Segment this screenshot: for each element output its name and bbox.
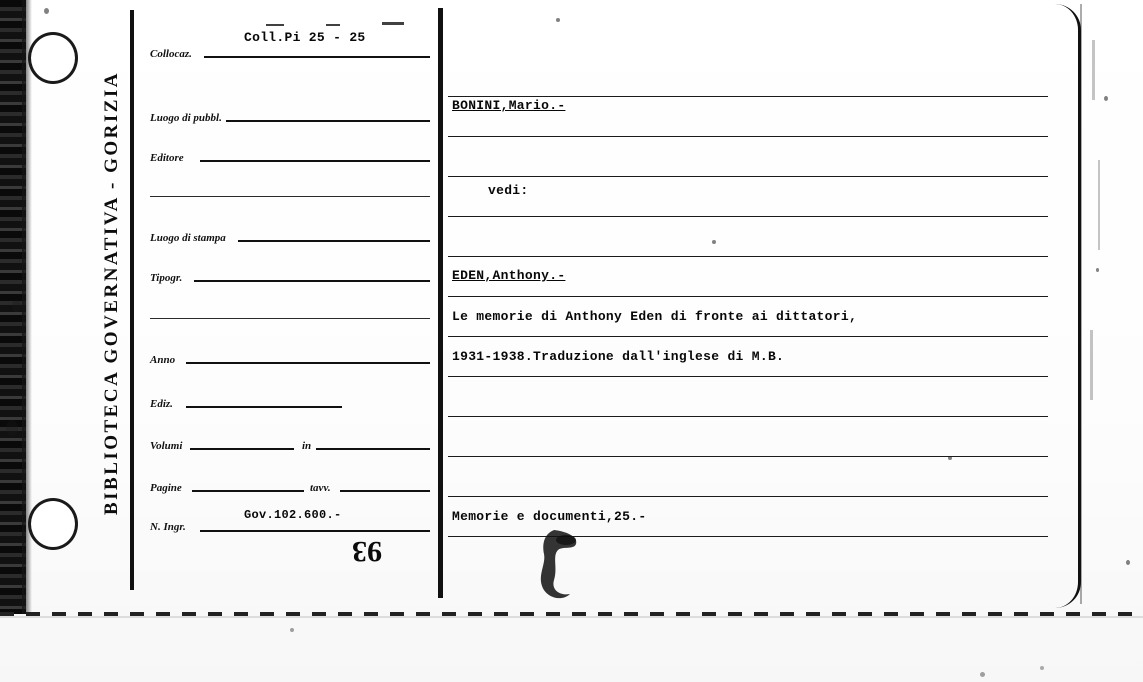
field-label-ediz: Ediz. bbox=[150, 398, 173, 410]
edge-mark bbox=[1098, 160, 1100, 250]
entry-title-line-1: Le memorie di Anthony Eden di fronte ai dittatori, bbox=[452, 309, 858, 324]
entry-rule-4 bbox=[448, 216, 1048, 217]
noise-speck bbox=[12, 300, 21, 312]
field-rule-luogo-stampa bbox=[238, 240, 430, 242]
noise-speck bbox=[1040, 666, 1044, 670]
entry-rule-2 bbox=[448, 136, 1048, 137]
entry-rule-9 bbox=[448, 416, 1048, 417]
field-rule-luogo-pubbl bbox=[226, 120, 430, 122]
fold-shadow bbox=[0, 616, 1143, 618]
value-collocaz: Coll.Pi 25 - 25 bbox=[244, 30, 366, 45]
field-label-tipogr: Tipogr. bbox=[150, 272, 183, 284]
overstrike-mark-3 bbox=[382, 22, 404, 25]
noise-speck bbox=[290, 628, 294, 632]
entry-see-also-label: vedi: bbox=[488, 183, 529, 198]
field-label-luogo-pubbl: Luogo di pubbl. bbox=[150, 112, 222, 124]
field-label-tavv: tavv. bbox=[310, 482, 331, 494]
field-label-anno: Anno bbox=[150, 354, 176, 366]
entry-rule-3 bbox=[448, 176, 1048, 177]
noise-speck bbox=[712, 240, 716, 244]
entry-rule-6 bbox=[448, 296, 1048, 297]
field-rule-volumi bbox=[190, 448, 294, 450]
library-spine bbox=[86, 30, 138, 570]
field-rule-editore-2 bbox=[150, 196, 430, 197]
noise-speck bbox=[980, 672, 985, 677]
field-label-editore: Editore bbox=[150, 152, 184, 164]
vertical-rule-center bbox=[438, 8, 443, 598]
entry-rule-5 bbox=[448, 256, 1048, 257]
field-rule-n-ingr bbox=[200, 530, 430, 532]
field-rule-collocaz bbox=[204, 56, 430, 58]
field-label-pagine: Pagine bbox=[150, 482, 182, 494]
entry-title-line-2: 1931-1938.Traduzione dall'inglese di M.B. bbox=[452, 349, 785, 364]
field-rule-anno bbox=[186, 362, 430, 364]
field-rule-pagine bbox=[192, 490, 304, 492]
noise-speck bbox=[1096, 268, 1099, 272]
entry-rule-11 bbox=[448, 496, 1048, 497]
overstrike-mark-2 bbox=[326, 24, 340, 26]
field-label-in: in bbox=[302, 440, 312, 452]
noise-speck bbox=[44, 8, 49, 14]
noise-speck bbox=[1126, 560, 1130, 565]
noise-speck bbox=[6, 420, 18, 436]
entry-rule-8 bbox=[448, 376, 1048, 377]
entry-rule-1 bbox=[448, 96, 1048, 97]
field-rule-in bbox=[316, 448, 430, 450]
vertical-rule-right-margin bbox=[1080, 4, 1082, 604]
field-label-luogo-stampa: Luogo di stampa bbox=[150, 232, 226, 244]
edge-mark bbox=[1092, 40, 1095, 100]
ink-smudge-shape bbox=[524, 528, 594, 602]
overstrike-mark-1 bbox=[266, 24, 284, 26]
field-label-n-ingr: N. Ingr. bbox=[150, 521, 186, 533]
entry-rule-10 bbox=[448, 456, 1048, 457]
noise-speck bbox=[556, 18, 560, 22]
noise-speck bbox=[948, 456, 952, 460]
entry-heading: BONINI,Mario.- bbox=[452, 98, 566, 113]
field-rule-tavv bbox=[340, 490, 430, 492]
field-rule-tipogr bbox=[194, 280, 430, 282]
stamp-number: 93 bbox=[352, 535, 382, 568]
entry-author: EDEN,Anthony.- bbox=[452, 268, 566, 283]
field-label-volumi: Volumi bbox=[150, 440, 183, 452]
field-label-collocaz: Collocaz. bbox=[150, 48, 192, 60]
field-rule-editore bbox=[200, 160, 430, 162]
field-rule-tipogr-2 bbox=[150, 318, 430, 319]
ink-smudge bbox=[524, 528, 594, 602]
edge-mark bbox=[1090, 330, 1093, 400]
value-n-ingr: Gov.102.600.- bbox=[244, 508, 342, 522]
entry-series: Memorie e documenti,25.- bbox=[452, 509, 647, 524]
entry-rule-7 bbox=[448, 336, 1048, 337]
library-name: BIBLIOTECA GOVERNATIVA - GORIZIA bbox=[101, 70, 122, 516]
field-rule-ediz bbox=[186, 406, 342, 408]
noise-speck bbox=[1104, 96, 1108, 101]
